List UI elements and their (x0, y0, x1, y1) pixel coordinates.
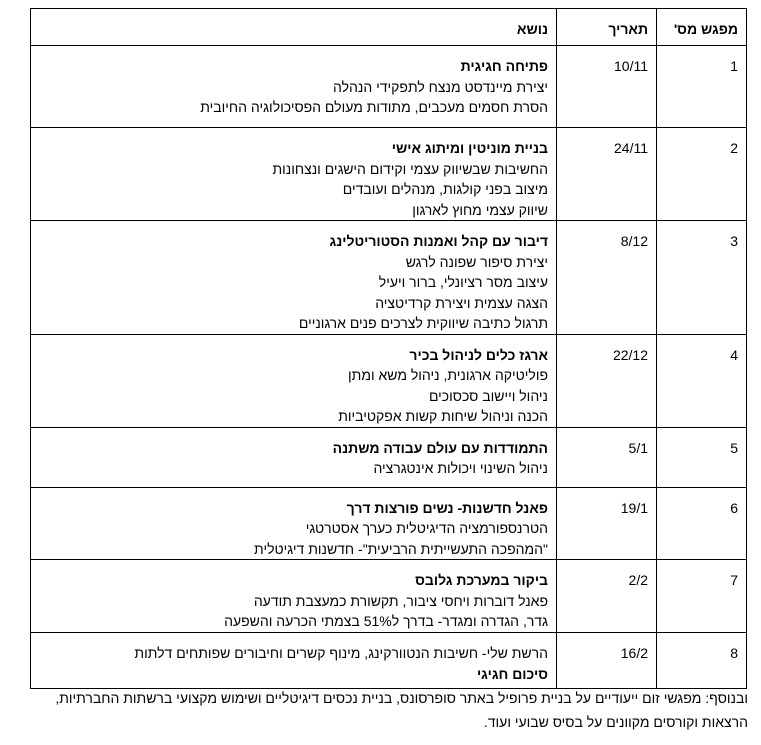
topic-title: בניית מוניטין ומיתוג אישי (391, 140, 548, 156)
table-row (31, 46, 747, 128)
topic-line: ניהול השינוי ויכולות אינטגרציה (373, 460, 548, 476)
topic-line: "המהפכה התעשייתית הרביעית"- חדשנות דיגיטלית (254, 540, 548, 557)
meeting-topic (31, 560, 557, 633)
meeting-date: 2/2 (557, 560, 657, 633)
meeting-date: 22/12 (557, 334, 657, 427)
meeting-date: 24/11 (557, 128, 657, 221)
meeting-topic (31, 427, 557, 487)
table-row (31, 334, 747, 427)
header-row (31, 9, 747, 46)
meeting-date: 8/12 (557, 221, 657, 335)
topic-title: פאנל חדשנות- נשים פורצות דרך (346, 499, 548, 516)
table-row (31, 633, 747, 689)
topic-line: מיצוב בפני קולגות, מנהלים ועובדים (342, 181, 548, 197)
topic-title: פתיחה חגיגית (460, 58, 548, 74)
topic-closing: סיכום חגיגי (476, 665, 548, 682)
topic-title: ביקור במערכת גלובס (415, 572, 548, 588)
topic-line: ניהול ויישוב סכסוכים (428, 387, 548, 404)
meeting-date: 10/11 (557, 46, 657, 128)
table-row (31, 487, 747, 560)
schedule-table (30, 8, 747, 689)
meeting-topic (31, 221, 557, 335)
meeting-number: 7 (657, 560, 747, 633)
topic-line: הסרת חסמים מעכבים, מתודות מעולם הפסיכולוגיה החיובית (200, 99, 548, 115)
topic-line: הטרנספורמציה הדיגיטלית כערך אסטרטגי (305, 520, 548, 536)
header-topic: נושא (31, 9, 557, 46)
table-row (31, 427, 747, 487)
meeting-number: 8 (657, 633, 747, 689)
meeting-topic (31, 334, 557, 427)
meeting-date: 16/2 (557, 633, 657, 689)
topic-line: הצגה עצמית ויצירת קרדיטציה (375, 294, 548, 311)
meeting-topic (31, 46, 557, 128)
meeting-number: 1 (657, 46, 747, 128)
meeting-topic (31, 487, 557, 560)
meeting-number: 4 (657, 334, 747, 427)
meeting-number: 2 (657, 128, 747, 221)
meeting-number: 3 (657, 221, 747, 335)
topic-line: עיצוב מסר רציונלי, ברור ויעיל (378, 274, 548, 290)
meeting-date: 19/1 (557, 487, 657, 560)
meeting-number: 5 (657, 427, 747, 487)
topic-line: פוליטיקה ארגונית, ניהול משא ומתן (348, 367, 548, 383)
header-meeting-no: מפגש מס' (657, 9, 747, 46)
topic-title: התמודדות עם עולם עבודה משתנה (332, 439, 548, 456)
table-row (31, 221, 747, 335)
meeting-number: 6 (657, 487, 747, 560)
topic-line: שיווק עצמי מחוץ לארגון (412, 201, 548, 218)
topic-line: פאנל דוברות ויחסי ציבור, תקשורת כמעצבת תודעה (253, 592, 548, 609)
topic-line: יצירת סיפור שפונה לרגש (405, 253, 548, 270)
topic-line: החשיבות שבשיווק עצמי וקידום הישגים ונצחונות (272, 160, 548, 177)
topic-line: הכנה וניהול שיחות קשות אפקטיביות (338, 408, 548, 424)
topic-title: ארגז כלים לניהול בכיר (409, 346, 548, 363)
table-row (31, 560, 747, 633)
table-row (31, 128, 747, 221)
topic-title: דיבור עם קהל ואמנות הסטוריטלינג (329, 233, 548, 249)
topic-line: תרגול כתיבה שיווקית לצרכים פנים ארגוניים (298, 315, 548, 331)
footnote: ובנוסף: מפגשי זום ייעודיים על בניית פרופיל באתר סופרסונס, בניית נכסים דיגיטליים ושימוש מקצועי ברשתות החברתיות, הרצאות וקורסים מקוונים על בסיס שבועי ועוד. (55, 690, 748, 730)
meeting-topic (31, 633, 557, 689)
topic-line: גדר, הגדרה ומגדר- בדרך ל51% בצמתי הכרעה והשפעה (224, 613, 548, 629)
meeting-date: 5/1 (557, 427, 657, 487)
topic-line: יצירת מיינדסט מנצח לתפקידי הנהלה (333, 78, 548, 95)
topic-line: הרשת שלי- חשיבות הנטוורקינג, מינוף קשרים וחיבורים שפותחים דלתות (134, 645, 548, 661)
meeting-topic (31, 128, 557, 221)
header-date: תאריך (557, 9, 657, 46)
